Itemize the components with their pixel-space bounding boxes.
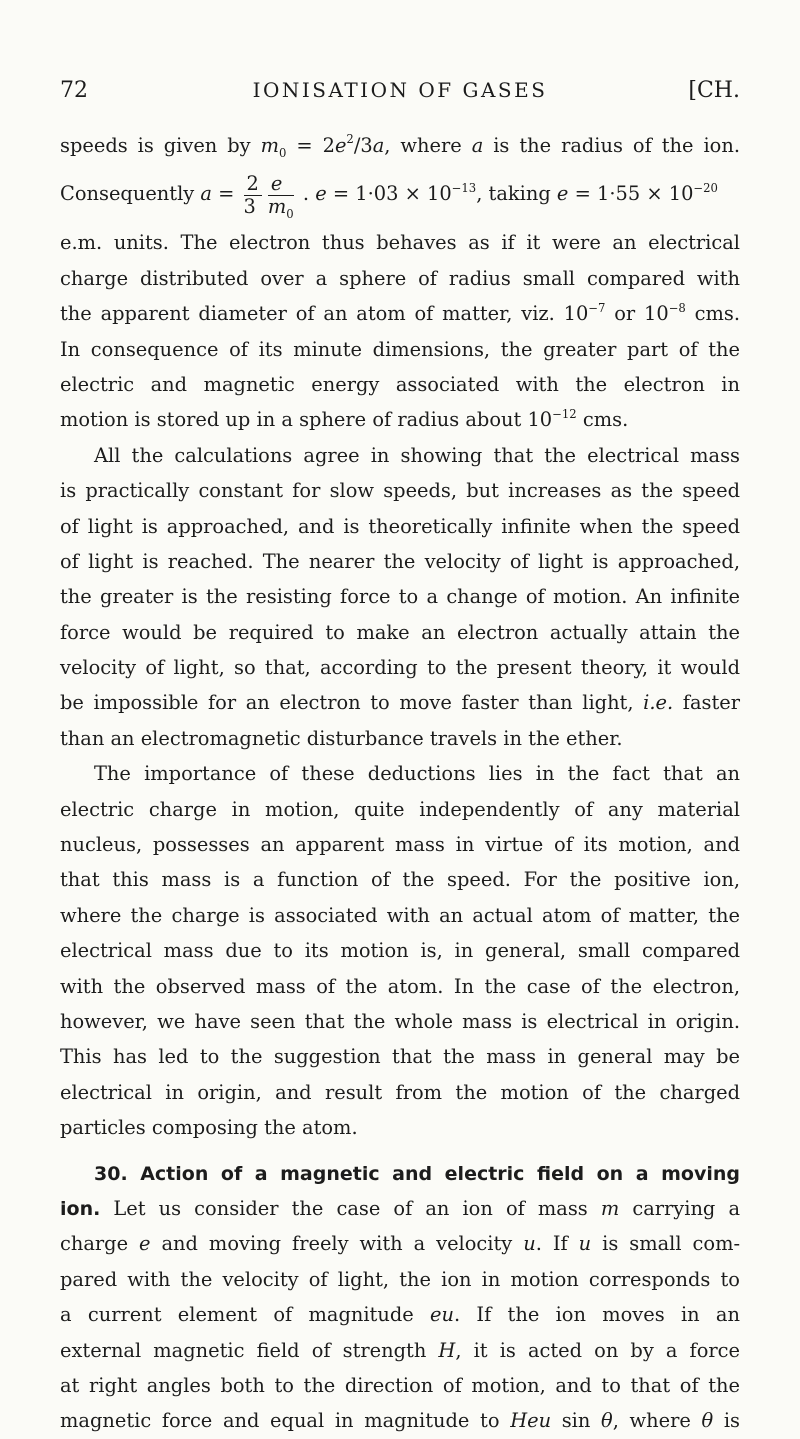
- text-line: ion. Let us consider the case of an ion of mass m carrying a: [60, 1196, 740, 1220]
- text-line: The importance of these deductions lies in the fact that an: [94, 762, 740, 786]
- text-line: is practically constant for slow speeds, but increases as the speed: [60, 479, 740, 503]
- text-line: of light is approached, and is theoretically infinite when the speed: [60, 514, 740, 538]
- text-line: however, we have seen that the whole mass is electrical in origin.: [60, 1009, 740, 1033]
- text-line: electrical in origin, and result from the motion of the charged: [60, 1080, 740, 1104]
- text-line: motion is stored up in a sphere of radius about $10^{-12}$ cms.: [60, 406, 629, 432]
- section-heading-line: [60, 1156, 740, 1191]
- text-line: force would be required to make an electron actually attain the: [60, 620, 740, 644]
- text-line: This has led to the suggestion that the mass in general may be: [60, 1045, 740, 1069]
- text-line: at right angles both to the direction of motion, and to that of the: [60, 1373, 740, 1397]
- text-line: that this mass is a function of the speed. For the positive ion,: [60, 868, 740, 892]
- text-line: electric charge in motion, quite independently of any material: [60, 797, 740, 821]
- text-line: nucleus, possesses an apparent mass in virtue of its motion, and: [60, 833, 740, 857]
- text-line: a current element of magnitude eu. If the ion moves in an: [60, 1303, 740, 1327]
- text-line: electric and magnetic energy associated with the electron in: [60, 372, 740, 396]
- body-text: [60, 128, 740, 1439]
- fraction-e-over-m0: $\frac{e}{m_0}$: [267, 171, 294, 221]
- running-title: IONISATION OF GASES: [252, 78, 548, 102]
- text-line: where the charge is associated with an actual atom of matter, the: [60, 903, 740, 927]
- section-title: Action of a magnetic and electric field on a moving: [127, 1162, 740, 1185]
- section-number: 30.: [94, 1162, 128, 1185]
- text-line: All the calculations agree in showing that the electrical mass: [94, 443, 740, 467]
- text-line: the apparent diameter of an atom of matter, viz. $10^{-7}$ or $10^{-8}$ cms.: [60, 300, 741, 326]
- text-line: the greater is the resisting force to a change of motion. An infinite: [60, 585, 740, 609]
- text-line: e.m. units. The electron thus behaves as if it were an electrical: [60, 231, 740, 255]
- text-line: speeds is given by $m_0 = 2e^2/3a$, where a is the radius of the ion.: [60, 132, 740, 160]
- text-line: charge e and moving freely with a velocity u. If u is small com-: [60, 1232, 741, 1256]
- formula-line: Consequently a = $\frac{2}{3}$ $\frac{e}{m_0}$ . $e = 1\cdot 03 \times 10^{-13}$, taking $e = 1\cdot 55 \times 10^{-20}$: [60, 171, 718, 221]
- fraction-two-thirds: $\frac{2}{3}$: [244, 173, 262, 218]
- text-line: of light is reached. The nearer the velocity of light is approached,: [60, 549, 740, 573]
- text-line: velocity of light, so that, according to the present theory, it would: [60, 656, 740, 680]
- text-line: be impossible for an electron to move faster than light, i.e. faster: [60, 691, 741, 715]
- text-line: In consequence of its minute dimensions, the greater part of the: [60, 337, 740, 361]
- chapter-mark: [CH.: [688, 78, 740, 103]
- page-number: 72: [60, 78, 88, 103]
- text-line: with the observed mass of the atom. In the case of the electron,: [60, 974, 740, 998]
- running-header: [60, 78, 740, 114]
- text-line: magnetic force and equal in magnitude to Heu sin θ, where θ is: [60, 1409, 740, 1433]
- text-line: charge distributed over a sphere of radius small compared with: [60, 266, 740, 290]
- text-line: particles composing the atom.: [60, 1116, 358, 1140]
- text-line: pared with the velocity of light, the ion in motion corresponds to: [60, 1267, 740, 1291]
- text-line: electrical mass due to its motion is, in general, small compared: [60, 939, 740, 963]
- text-line: than an electromagnetic disturbance travels in the ether.: [60, 726, 623, 750]
- text-line: external magnetic field of strength H, it is acted on by a force: [60, 1338, 740, 1362]
